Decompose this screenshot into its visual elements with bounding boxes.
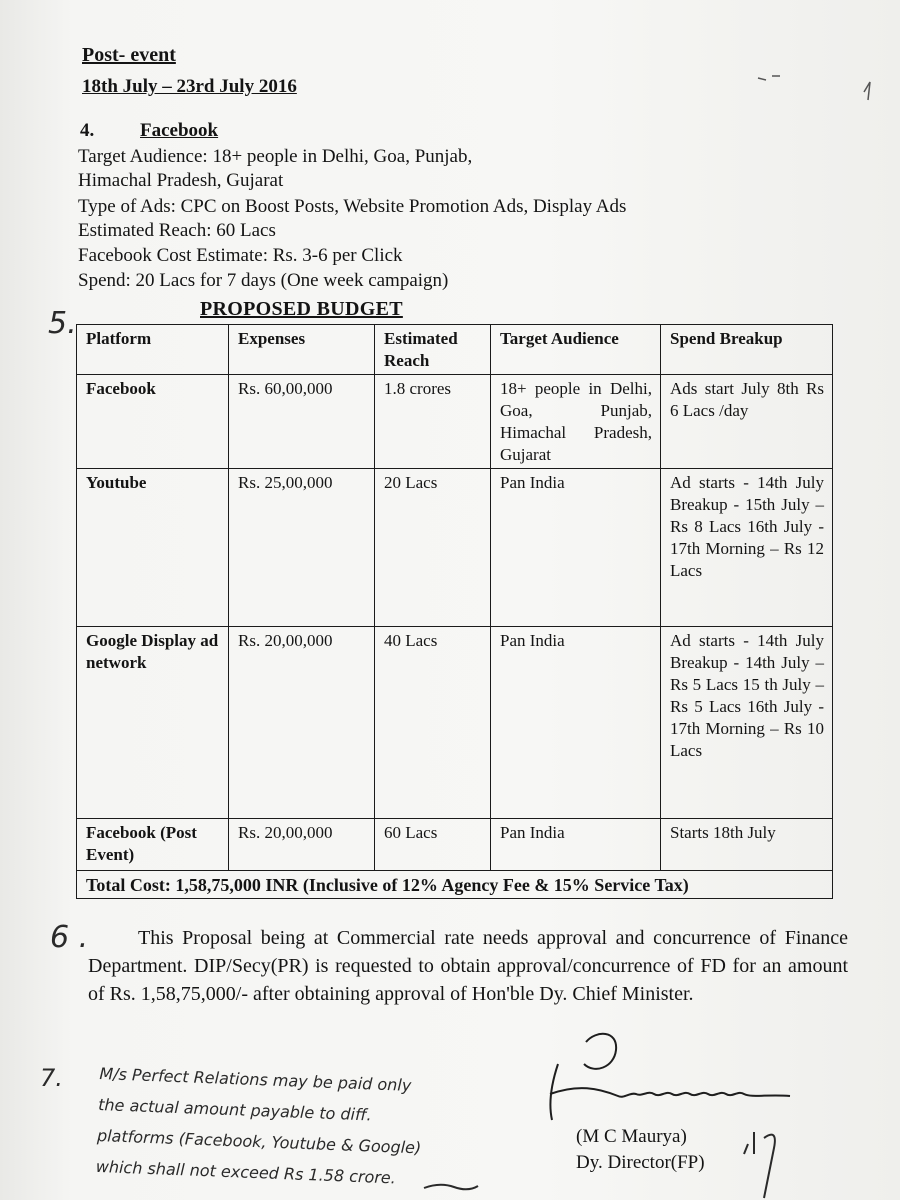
cell-expenses: Rs. 60,00,000 [229,375,375,469]
handwritten-number-7: 7. [40,1064,63,1092]
cell-expenses: Rs. 20,00,000 [229,627,375,819]
cell-reach: 1.8 crores [375,375,491,469]
handwritten-note-line: which shall not exceed Rs 1.58 crore. [95,1156,397,1188]
note-underline-mark [420,1178,480,1194]
header-audience: Target Audience [491,325,661,375]
table-row [77,375,833,469]
table-header-row [77,325,833,375]
budget-table [76,324,833,899]
initials-mark [738,1124,828,1200]
header-breakup: Spend Breakup [661,325,833,375]
header-platform: Platform [77,325,229,375]
cell-breakup: Ad starts - 14th July Breakup - 15th July – Rs 8 Lacs 16th July - 17th Morning – Rs 12 Lacs [661,469,833,627]
cell-audience: 18+ people in Delhi, Goa, Punjab, Himachal Pradesh, Gujarat [491,375,661,469]
document-title: Post- event [82,44,176,66]
handwritten-note-line: platforms (Facebook, Youtube & Google) [96,1125,422,1158]
header-reach: Estimated Reach [375,325,491,375]
cell-platform: Google Display ad network [77,627,229,819]
handwritten-number-6: 6 . [50,920,89,955]
cell-platform: Youtube [77,469,229,627]
signatory-designation: Dy. Director(FP) [576,1152,705,1173]
cell-expenses: Rs. 25,00,000 [229,469,375,627]
stray-pen-marks [754,70,884,110]
detail-line: Target Audience: 18+ people in Delhi, Goa, Punjab, [78,146,473,167]
cell-breakup: Ad starts - 14th July Breakup - 14th July – Rs 5 Lacs 15 th July – Rs 5 Lacs 16th July - 17th Morning – Rs 10 Lacs [661,627,833,819]
detail-line: Facebook Cost Estimate: Rs. 3-6 per Click [78,245,403,266]
handwritten-note-line: the actual amount payable to diff. [97,1094,373,1125]
cell-platform: Facebook (Post Event) [77,819,229,871]
table-row [77,469,833,627]
event-dates: 18th July – 23rd July 2016 [82,76,297,97]
total-row [77,871,833,899]
signature-scribble [538,1024,838,1134]
handwritten-note [95,1058,424,1194]
detail-line: Spend: 20 Lacs for 7 days (One week campaign) [78,270,449,291]
table-row [77,627,833,819]
handwritten-note-line: M/s Perfect Relations may be paid only [99,1063,412,1095]
cell-reach: 40 Lacs [375,627,491,819]
table-row [77,819,833,871]
cell-platform: Facebook [77,375,229,469]
detail-line: Himachal Pradesh, Gujarat [78,170,284,191]
cell-reach: 20 Lacs [375,469,491,627]
approval-paragraph [88,924,848,1008]
handwritten-number-5: 5. [48,306,77,341]
approval-paragraph-text: This Proposal being at Commercial rate needs approval and concurrence of Finance Department. DIP/Secy(PR) is requested to obtain approval/concurrence of FD for an amount of Rs. 1,58,75,000/- after obtaining approval of Hon'ble Dy. Chief Minister. [88,927,848,1005]
detail-line: Estimated Reach: 60 Lacs [78,220,276,241]
signatory-name: (M C Maurya) [576,1126,687,1147]
total-cost: Total Cost: 1,58,75,000 INR (Inclusive of 12% Agency Fee & 15% Service Tax) [77,871,833,899]
cell-audience: Pan India [491,819,661,871]
cell-audience: Pan India [491,627,661,819]
detail-line: Type of Ads: CPC on Boost Posts, Website Promotion Ads, Display Ads [78,196,627,217]
budget-title: PROPOSED BUDGET [200,298,403,320]
cell-breakup: Starts 18th July [661,819,833,871]
cell-reach: 60 Lacs [375,819,491,871]
header-expenses: Expenses [229,325,375,375]
cell-audience: Pan India [491,469,661,627]
section-number: 4. [80,120,95,141]
cell-expenses: Rs. 20,00,000 [229,819,375,871]
section-title: Facebook [140,120,219,141]
cell-breakup: Ads start July 8th Rs 6 Lacs /day [661,375,833,469]
